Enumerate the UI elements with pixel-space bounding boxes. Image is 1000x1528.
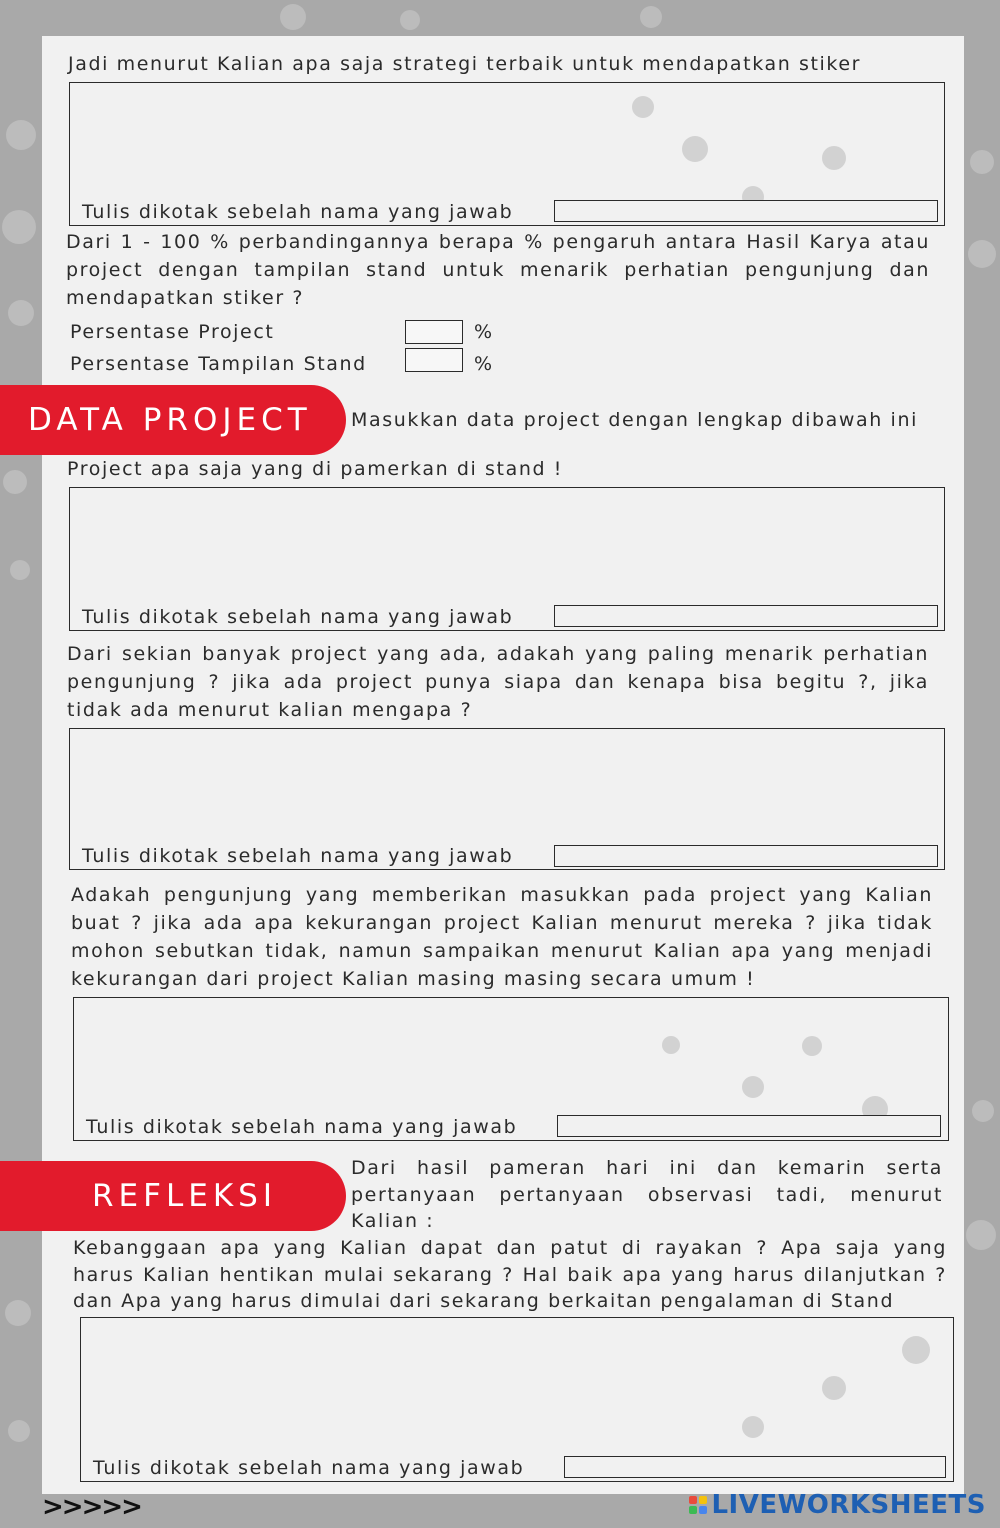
name-label: Tulis dikotak sebelah nama yang jawab (82, 201, 514, 223)
name-label: Tulis dikotak sebelah nama yang jawab (82, 606, 514, 628)
answer-input-reflection[interactable] (89, 1324, 945, 1445)
name-input-projects[interactable] (554, 605, 938, 627)
answer-input-projects[interactable] (78, 494, 936, 594)
section-banner-data-project: DATA PROJECT (0, 385, 346, 455)
name-input-feedback[interactable] (557, 1115, 941, 1137)
answer-input-feedback[interactable] (82, 1004, 940, 1104)
label-stand-percentage: Persentase Tampilan Stand (70, 353, 367, 375)
question-percentage: Dari 1 - 100 % perbandingannya berapa % pengaruh antara Hasil Karya atau project dengan tampilan stand untuk menarik perhatian pengunjung dan mendapatkan stiker ? (66, 231, 930, 309)
question-most-interesting: Dari sekian banyak project yang ada, adakah yang paling menarik perhatian pengunjung ? jika ada project punya siapa dan kenapa bisa begitu ?, jika tidak ada menurut kalian mengapa ? (67, 643, 929, 721)
name-input-most-interesting[interactable] (554, 845, 938, 867)
section-banner-refleksi: REFLEKSI (0, 1161, 346, 1231)
question-reflection: Kebanggaan apa yang Kalian dapat dan patut di rayakan ? Apa saja yang harus Kalian hentikan mulai sekarang ? Hal baik apa yang harus dilanjutkan ? dan Apa yang harus dimulai dari sekarang berkaitan pengalaman di Stand (73, 1237, 947, 1312)
logo-text: LIVEWORKSHEETS (711, 1490, 986, 1520)
stand-percentage-input[interactable] (405, 348, 463, 372)
name-label: Tulis dikotak sebelah nama yang jawab (86, 1116, 518, 1138)
answer-input-strategy[interactable] (78, 89, 936, 189)
percent-sign: % (474, 321, 494, 343)
name-label: Tulis dikotak sebelah nama yang jawab (93, 1457, 525, 1479)
name-label: Tulis dikotak sebelah nama yang jawab (82, 845, 514, 867)
refleksi-intro: Dari hasil pameran hari ini dan kemarin serta pertanyaan pertanyaan observasi tadi, menurut Kalian : (351, 1157, 943, 1232)
answer-input-most-interesting[interactable] (78, 735, 936, 833)
question-strategy: Jadi menurut Kalian apa saja strategi terbaik untuk mendapatkan stiker (68, 53, 862, 75)
question-visitor-feedback: Adakah pengunjung yang memberikan masukkan pada project yang Kalian buat ? jika ada apa kekurangan project Kalian menurut mereka ? jika tidak mohon sebutkan tidak, namun sampaikan menurut Kalian apa yang menjadi kekurangan dari project Kalian masing masing secara umum ! (71, 884, 933, 990)
liveworksheets-logo (689, 1490, 986, 1520)
data-project-intro: Masukkan data project dengan lengkap dibawah ini (351, 409, 918, 431)
logo-mark-icon (689, 1496, 707, 1514)
name-input-strategy[interactable] (554, 200, 938, 222)
percent-sign: % (474, 353, 494, 375)
name-input-reflection[interactable] (564, 1456, 946, 1478)
label-project-percentage: Persentase Project (70, 321, 275, 343)
project-percentage-input[interactable] (405, 320, 463, 344)
question-projects-exhibited: Project apa saja yang di pamerkan di stand ! (67, 458, 563, 480)
footer-arrows: >>>>> (42, 1492, 141, 1522)
